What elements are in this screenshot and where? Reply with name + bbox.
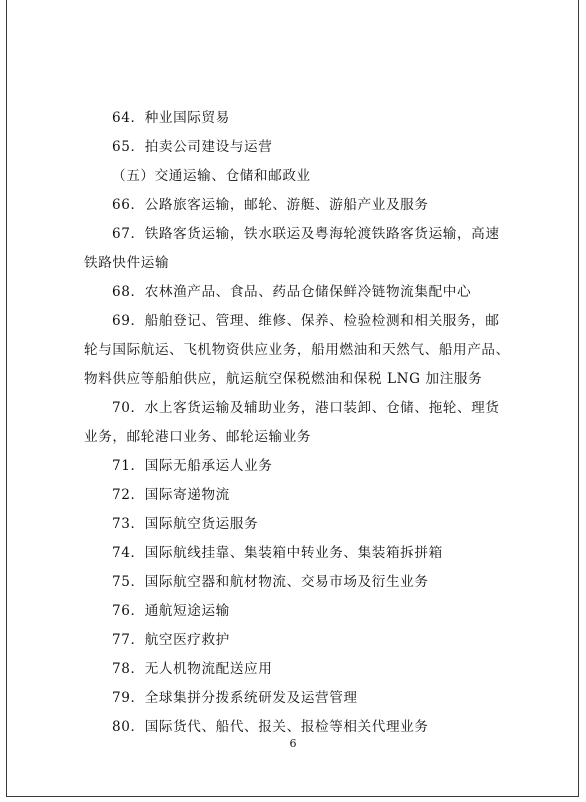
text-line: 79．全球集拼分拨系统研发及运营管理 <box>112 690 358 706</box>
text-line: 71．国际无船承运人业务 <box>112 458 273 474</box>
text-line: 72．国际寄递物流 <box>112 487 230 503</box>
page-border-bottom <box>6 796 579 797</box>
text-line: 64．种业国际贸易 <box>112 110 230 126</box>
text-line: 65．拍卖公司建设与运营 <box>112 139 273 155</box>
page-border-left <box>6 0 7 796</box>
text-line: 69．船舶登记、管理、维修、保养、检验检测和相关服务，邮 <box>112 313 500 329</box>
text-line: 业务，邮轮港口业务、邮轮运输业务 <box>84 429 312 445</box>
text-line: 78．无人机物流配送应用 <box>112 661 273 677</box>
document-body <box>84 104 510 742</box>
text-line: 76．通航短途运输 <box>112 603 230 619</box>
text-line: 75．国际航空器和航材物流、交易市场及衍生业务 <box>112 574 429 590</box>
text-line: 66．公路旅客运输，邮轮、游艇、游船产业及服务 <box>112 197 429 213</box>
section-heading: （五）交通运输、仓储和邮政业 <box>112 168 311 184</box>
text-line: 68．农林渔产品、食品、药品仓储保鲜冷链物流集配中心 <box>112 284 472 300</box>
text-line: 轮与国际航运、飞机物资供应业务，船用燃油和天然气、船用产品、 <box>84 342 510 358</box>
text-line: 74．国际航线挂靠、集装箱中转业务、集装箱拆拼箱 <box>112 545 443 561</box>
text-line: 77．航空医疗救护 <box>112 632 230 648</box>
text-line: 80．国际货代、船代、报关、报检等相关代理业务 <box>112 719 429 735</box>
text-line: 70．水上客货运输及辅助业务，港口装卸、仓储、拖轮、理货 <box>112 400 500 416</box>
text-line: 物料供应等船舶供应，航运航空保税燃油和保税 LNG 加注服务 <box>84 371 483 387</box>
page-border-right <box>578 0 579 796</box>
text-line: 67．铁路客货运输，铁水联运及粤海轮渡铁路客货运输，高速 <box>112 226 500 242</box>
text-line: 73．国际航空货运服务 <box>112 516 259 532</box>
text-line: 铁路快件运输 <box>84 255 170 271</box>
page-number: 6 <box>289 737 297 750</box>
